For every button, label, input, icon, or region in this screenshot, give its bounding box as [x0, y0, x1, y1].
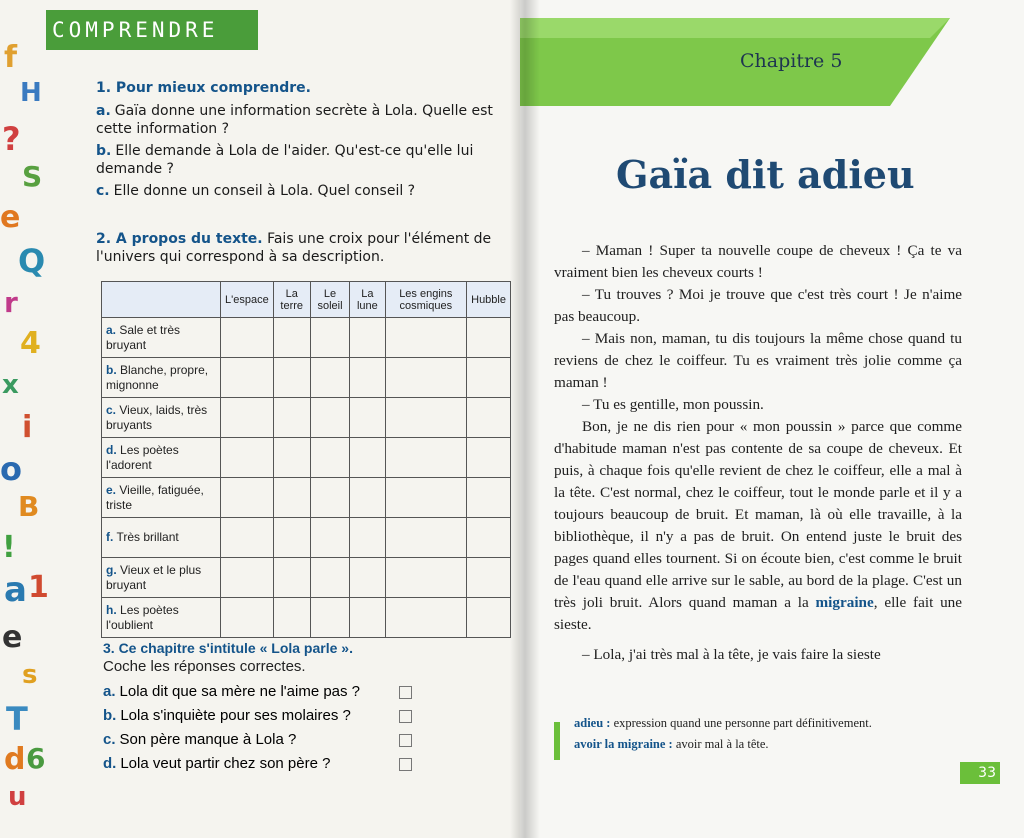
grid-header-row	[102, 282, 511, 318]
glossary-bar	[554, 722, 560, 760]
grid-cell[interactable]	[221, 558, 274, 598]
story-paragraph-tail: , elle fait une sieste.	[554, 594, 963, 633]
q3-item-text: Lola veut partir chez son père ?	[120, 755, 331, 772]
glossary	[554, 716, 974, 752]
grid-row	[102, 518, 511, 558]
q2-heading	[96, 230, 516, 266]
answer-checkbox[interactable]	[399, 710, 412, 723]
row-text: Vieille, fatiguée, triste	[106, 482, 204, 512]
row-text: Blanche, propre, mignonne	[106, 362, 209, 392]
q3-item	[103, 707, 423, 731]
grid-cell[interactable]	[385, 558, 467, 598]
row-text: Vieux, laids, très bruyants	[106, 402, 208, 432]
q2-title: 2. A propos du texte.	[96, 231, 263, 247]
row-text: Sale et très bruyant	[106, 322, 181, 352]
grid-cell[interactable]	[467, 358, 511, 398]
grid-cell[interactable]	[221, 398, 274, 438]
grid-cell[interactable]	[385, 478, 467, 518]
grid-cell[interactable]	[310, 558, 350, 598]
grid-column-header: L'espace	[221, 282, 274, 318]
row-letter: f.	[106, 530, 114, 544]
chapter-title: Gaïa dit adieu	[616, 152, 915, 197]
grid-row-label	[102, 398, 221, 438]
row-letter: g.	[106, 562, 117, 577]
q1-item-letter: b.	[96, 143, 112, 159]
grid-row	[102, 558, 511, 598]
story-text	[554, 240, 962, 666]
q3-item-letter: d.	[103, 755, 117, 772]
glossary-entry	[554, 716, 974, 731]
glossary-term: avoir la migraine :	[574, 737, 673, 751]
row-letter: c.	[106, 402, 117, 417]
grid-corner	[102, 282, 221, 318]
glossary-term: adieu :	[574, 716, 611, 730]
grid-column-header: Hubble	[467, 282, 511, 318]
grid-cell[interactable]	[467, 438, 511, 478]
row-letter: e.	[106, 482, 117, 497]
grid-cell[interactable]	[273, 398, 310, 438]
grid-cell[interactable]	[273, 518, 310, 558]
grid-row	[102, 438, 511, 478]
q1-item-a	[96, 102, 516, 138]
grid-cell[interactable]	[221, 438, 274, 478]
glossary-term-highlight: migraine	[815, 594, 874, 611]
grid-row-label	[102, 558, 221, 598]
grid-cell[interactable]	[467, 478, 511, 518]
grid-cell[interactable]	[221, 518, 274, 558]
answer-checkbox[interactable]	[399, 686, 412, 699]
story-paragraph: – Tu trouves ? Moi je trouve que c'est très court ! Je n'aime pas beaucoup.	[554, 286, 962, 325]
q2-instruction: Fais une croix pour l'élément de l'univers qui correspond à sa description.	[96, 231, 492, 265]
grid-column-header: Le soleil	[310, 282, 350, 318]
grid-cell[interactable]	[273, 318, 310, 358]
grid-row	[102, 398, 511, 438]
grid-cell[interactable]	[310, 398, 350, 438]
row-text: Vieux et le plus bruyant	[106, 562, 202, 592]
q1-item-text: Gaïa donne une information secrète à Lola. Quelle est cette information ?	[96, 103, 493, 137]
story-paragraph-body: Bon, je ne dis rien pour « mon poussin » parce que comme d'habitude maman n'est pas contente de sa coupe de cheveux. Et puis, à chaque fois qu'elle revient de chez le coiffeur, elle a mal à la tête. C'est normal, chez le coiffeur, tout le monde parle et il y a toujours beaucoup de bruit. Et maman, là où elle travaille, à la bibliothèque, il n'y a pas de bruit. On entend juste le bruit des pages quand elles tournent. Si on écoute bien, c'est comme le bruit de l'eau quand elle arrive sur le sable, au bord de la plage. C'est un très joli bruit. Alors quand maman a la	[554, 418, 962, 611]
q1-item-letter: a.	[96, 103, 111, 119]
grid-cell[interactable]	[273, 558, 310, 598]
page-number: 33	[960, 762, 1000, 784]
q3-item-letter: b.	[103, 707, 117, 724]
q1-title: 1. Pour mieux comprendre.	[96, 80, 311, 96]
answer-grid	[101, 281, 511, 638]
grid-row-label	[102, 358, 221, 398]
grid-cell[interactable]	[467, 318, 511, 358]
book-gutter	[510, 0, 540, 838]
story-paragraph: – Mais non, maman, tu dis toujours la même chose quand tu reviens de chez le coiffeur. Tu es vraiment très jolie comme ça maman !	[554, 330, 962, 391]
q3-title: 3. Ce chapitre s'intitule « Lola parle ».	[103, 640, 353, 656]
grid-row-label	[102, 518, 221, 558]
answer-checkbox[interactable]	[399, 758, 412, 771]
row-letter: d.	[106, 442, 117, 457]
grid-cell[interactable]	[350, 358, 385, 398]
section-header	[46, 10, 258, 50]
grid-cell[interactable]	[310, 478, 350, 518]
glossary-definition: avoir mal à la tête.	[675, 737, 769, 751]
story-paragraph: – Tu es gentille, mon poussin.	[582, 396, 764, 413]
grid-cell[interactable]	[350, 438, 385, 478]
q1-item-text: Elle demande à Lola de l'aider. Qu'est-ce qu'elle lui demande ?	[96, 143, 474, 177]
grid-cell[interactable]	[273, 358, 310, 398]
grid-row-label	[102, 438, 221, 478]
q1-item-text: Elle donne un conseil à Lola. Quel conseil ?	[113, 183, 416, 199]
chapter-label: Chapitre 5	[740, 50, 843, 72]
exercise-area	[96, 80, 516, 266]
q3-item-text: Lola s'inquiète pour ses molaires ?	[120, 707, 351, 724]
grid-cell[interactable]	[385, 318, 467, 358]
grid-row	[102, 358, 511, 398]
grid-row-label	[102, 598, 221, 638]
q3-item	[103, 731, 423, 755]
story-paragraph: – Lola, j'ai très mal à la tête, je vais faire la sieste	[582, 646, 881, 663]
q3-block	[103, 640, 423, 779]
grid-cell[interactable]	[221, 358, 274, 398]
story-paragraph-long	[554, 416, 962, 636]
grid-row	[102, 598, 511, 638]
grid-cell[interactable]	[467, 598, 511, 638]
q3-item	[103, 755, 423, 779]
grid-cell[interactable]	[385, 438, 467, 478]
grid-cell[interactable]	[310, 318, 350, 358]
grid-cell[interactable]	[350, 318, 385, 358]
decorative-letter-strip: f H ? S e Q r 4 x i o B ! a 1 e s T d 6 u	[0, 40, 49, 812]
glossary-entry	[554, 737, 974, 752]
answer-checkbox[interactable]	[399, 734, 412, 747]
glossary-definition: expression quand une personne part définitivement.	[613, 716, 872, 730]
grid-cell[interactable]	[310, 518, 350, 558]
row-letter: h.	[106, 602, 117, 617]
grid-cell[interactable]	[385, 598, 467, 638]
grid-cell[interactable]	[385, 358, 467, 398]
grid-row-label	[102, 318, 221, 358]
grid-cell[interactable]	[310, 598, 350, 638]
grid-cell[interactable]	[221, 598, 274, 638]
grid-cell[interactable]	[310, 358, 350, 398]
grid-cell[interactable]	[385, 518, 467, 558]
q1-item-c	[96, 182, 516, 200]
grid-cell[interactable]	[273, 438, 310, 478]
grid-cell[interactable]	[350, 598, 385, 638]
grid-cell[interactable]	[273, 598, 310, 638]
q3-item-letter: a.	[103, 683, 116, 700]
grid-cell[interactable]	[467, 398, 511, 438]
grid-cell[interactable]	[350, 518, 385, 558]
q3-item-text: Lola dit que sa mère ne l'aime pas ?	[119, 683, 361, 700]
grid-cell[interactable]	[467, 518, 511, 558]
grid-cell[interactable]	[221, 318, 274, 358]
grid-cell[interactable]	[310, 438, 350, 478]
row-text: Les poètes l'oublient	[106, 602, 179, 632]
q1-item-b	[96, 142, 516, 178]
chapter-banner-highlight	[520, 18, 950, 38]
grid-row	[102, 318, 511, 358]
row-letter: a.	[106, 322, 117, 337]
grid-cell[interactable]	[221, 478, 274, 518]
grid-cell[interactable]	[467, 558, 511, 598]
grid-column-header: La lune	[350, 282, 385, 318]
grid-cell[interactable]	[273, 478, 310, 518]
right-page	[520, 0, 1024, 838]
row-letter: b.	[106, 362, 117, 377]
grid-row	[102, 478, 511, 518]
q3-item	[103, 683, 423, 707]
grid-column-header: Les engins cosmiques	[385, 282, 467, 318]
q3-item-letter: c.	[103, 731, 116, 748]
grid-column-header: La terre	[273, 282, 310, 318]
q1-item-letter: c.	[96, 183, 110, 199]
grid-cell[interactable]	[350, 398, 385, 438]
grid-cell[interactable]	[385, 398, 467, 438]
row-text: Très brillant	[116, 530, 179, 544]
q3-instruction: Coche les réponses correctes.	[103, 658, 306, 675]
story-paragraph: – Maman ! Super ta nouvelle coupe de cheveux ! Ça te va vraiment bien les cheveux courts !	[554, 242, 962, 281]
q3-item-text: Son père manque à Lola ?	[119, 731, 297, 748]
grid-cell[interactable]	[350, 558, 385, 598]
section-header-text: COMPRENDRE	[52, 18, 219, 42]
grid-cell[interactable]	[350, 478, 385, 518]
row-text: Les poètes l'adorent	[106, 442, 179, 472]
grid-row-label	[102, 478, 221, 518]
